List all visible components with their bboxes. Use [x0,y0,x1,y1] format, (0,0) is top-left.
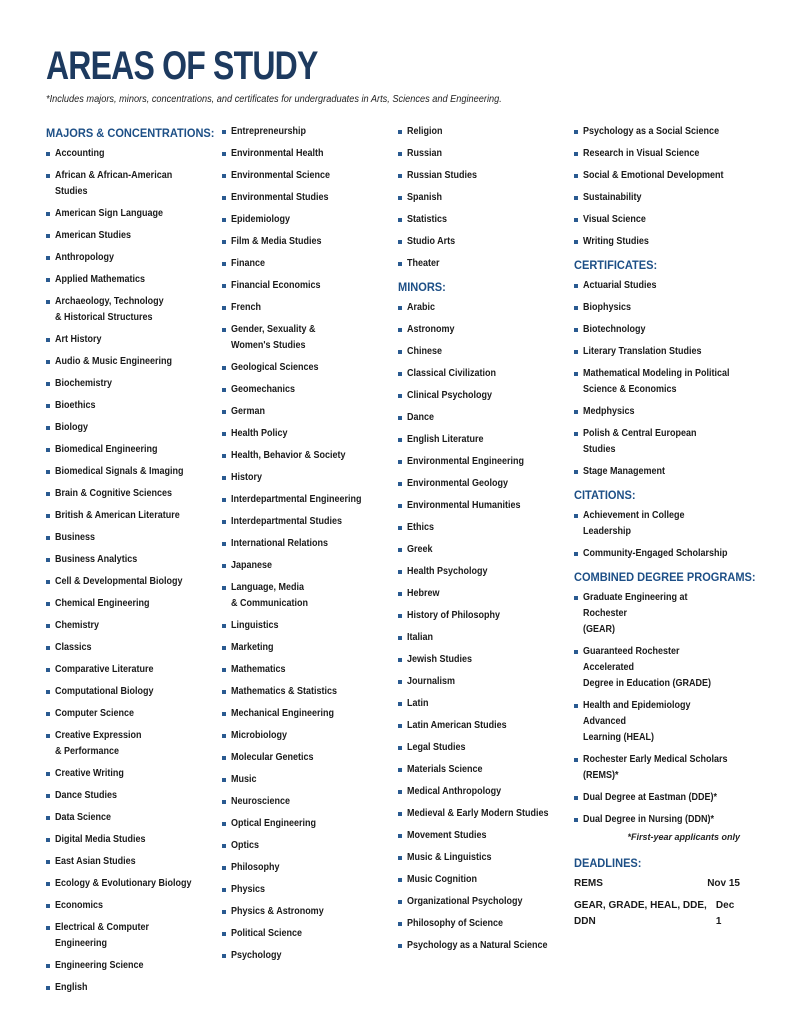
list-item [222,860,394,876]
deadline-date: Nov 15 [707,878,740,889]
list-item-label: American Studies [55,230,132,241]
list-item [398,124,570,140]
list-item-label: Actuarial Studies [583,280,657,291]
list-item [574,426,746,458]
list-item [398,212,570,228]
list-item-label: Physics [231,884,266,895]
list-item-label: English [55,982,88,993]
list-item [222,322,394,354]
list-item [46,684,218,700]
list-item [222,640,394,656]
list-item [574,234,746,250]
list-item [398,674,570,690]
list-item [574,464,746,480]
list-item [46,980,218,996]
list-item-label: Statistics [407,214,448,225]
list-item-label: Philosophy [231,862,280,873]
list-item-label: Japanese [231,560,273,571]
list-item-label: Molecular Genetics [231,752,314,763]
list-item [222,926,394,942]
list-item [46,574,218,590]
list-item [46,272,218,288]
list-item [46,398,218,414]
list-item [46,228,218,244]
list-item-label: Writing Studies [583,236,649,247]
list-item [222,382,394,398]
list-item [222,580,394,612]
list-item-label: Guaranteed Rochester Accelerated Degree in Education (GRADE) [583,646,712,689]
list-item-label: Medical Anthropology [407,786,502,797]
list-item [222,146,394,162]
list-item [222,948,394,964]
list-item-label: Philosophy of Science [407,918,504,929]
list-item-label: Clinical Psychology [407,390,493,401]
list-item-label: Stage Management [583,466,666,477]
list-item [574,366,746,398]
list-item [398,454,570,470]
list-item [46,898,218,914]
list-item [46,250,218,266]
list-item-label: Computational Biology [55,686,154,697]
list-item-label: Spanish [407,192,443,203]
list-item-label: Visual Science [583,214,646,225]
list-item [222,212,394,228]
list-item-label: Biomedical Engineering [55,444,158,455]
list-item [46,442,218,458]
list-item [46,146,218,162]
list-item [398,630,570,646]
list-item-label: Digital Media Studies [55,834,146,845]
list-item-label: Mathematics [231,664,286,675]
list-item [222,838,394,854]
list-item [574,546,746,562]
list-item-label: Environmental Health [231,148,324,159]
list-item [46,958,218,974]
list-item [222,234,394,250]
list-item [398,256,570,272]
list-item [398,190,570,206]
list-item-label: Interdepartmental Studies [231,516,343,527]
list-item-label: Environmental Engineering [407,456,525,467]
certificates-list [574,278,746,480]
list-item-label: Art History [55,334,102,345]
list-item-label: Cell & Developmental Biology [55,576,183,587]
list-item [574,190,746,206]
column-2 [222,124,394,970]
list-item-label: Film & Media Studies [231,236,322,247]
list-item [574,124,746,140]
list-item [222,536,394,552]
deadline-label: GEAR, GRADE, HEAL, DDE, DDN [574,900,707,927]
list-item-label: Biotechnology [583,324,646,335]
list-item [398,234,570,250]
list-item-label: Creative Expression & Performance [55,730,142,757]
list-item-label: Journalism [407,676,456,687]
list-item-label: Biochemistry [55,378,113,389]
list-item-label: Archaeology, Technology & Historical Structures [55,296,164,323]
list-item [398,740,570,756]
list-item-label: Jewish Studies [407,654,473,665]
citations-list [574,508,746,562]
list-item [574,752,746,784]
list-item-label: Biophysics [583,302,632,313]
list-item [574,322,746,338]
list-item-label: Data Science [55,812,112,823]
list-item [222,558,394,574]
combined-degree-heading: COMBINED DEGREE PROGRAMS: [574,570,756,584]
list-item [574,698,746,746]
list-item [398,322,570,338]
list-item [222,750,394,766]
list-item [222,728,394,744]
deadline-date: Dec 1 [715,900,735,927]
list-item [574,344,746,360]
list-item [222,300,394,316]
list-item-label: Geomechanics [231,384,296,395]
list-item [222,684,394,700]
list-item [398,520,570,536]
list-item-label: Marketing [231,642,274,653]
list-item [398,410,570,426]
page-title: AREAS OF STUDY [46,44,318,88]
list-item [574,790,746,806]
list-item [398,168,570,184]
list-item [46,332,218,348]
minors-list [398,300,570,954]
list-item [46,766,218,782]
list-item-label: Economics [55,900,104,911]
list-item [222,448,394,464]
list-item-label: Literary Translation Studies [583,346,702,357]
list-item [46,168,218,200]
list-item-label: Astronomy [407,324,455,335]
list-item-label: Psychology as a Natural Science [407,940,548,951]
list-item-label: East Asian Studies [55,856,136,867]
list-item [398,652,570,668]
list-item [398,344,570,360]
list-item-label: Linguistics [231,620,279,631]
list-item-label: Optics [231,840,260,851]
list-item [398,850,570,866]
list-item-label: Latin [407,698,429,709]
list-item [574,278,746,294]
column-4 [574,124,756,936]
list-item-label: French [231,302,262,313]
list-item-label: Theater [407,258,440,269]
list-item [574,404,746,420]
list-item-label: Dual Degree at Eastman (DDE)* [583,792,718,803]
list-item [222,904,394,920]
combined-degree-list [574,590,746,828]
list-item-label: Materials Science [407,764,483,775]
list-item-label: Environmental Science [231,170,331,181]
list-item [398,608,570,624]
list-item [398,938,570,954]
list-item [46,876,218,892]
list-item [574,146,746,162]
majors-list-col2 [222,124,394,964]
list-item-label: Russian [407,148,443,159]
list-item-label: Movement Studies [407,830,487,841]
list-item-label: Medieval & Early Modern Studies [407,808,549,819]
list-item-label: Chemistry [55,620,100,631]
list-item [574,168,746,184]
deadline-row [574,876,740,892]
list-item [398,146,570,162]
list-item-label: Music & Linguistics [407,852,492,863]
list-item-label: Entrepreneurship [231,126,307,137]
list-item-label: Medphysics [583,406,635,417]
list-item-label: Music Cognition [407,874,478,885]
list-item [222,816,394,832]
list-item [222,360,394,376]
list-item-label: Environmental Humanities [407,500,521,511]
list-item [46,508,218,524]
list-item [222,882,394,898]
list-item-label: Psychology as a Social Science [583,126,720,137]
list-item [574,212,746,228]
list-item [46,206,218,222]
list-item-label: Health, Behavior & Society [231,450,346,461]
list-item-label: Language, Media & Communication [231,582,309,609]
list-item-label: Engineering Science [55,960,144,971]
list-item-label: Computer Science [55,708,135,719]
list-item-label: Biomedical Signals & Imaging [55,466,184,477]
list-item [398,564,570,580]
list-item-label: Chemical Engineering [55,598,150,609]
list-item [222,514,394,530]
list-item-label: Polish & Central European Studies [583,428,697,455]
list-item [574,812,746,828]
list-item [398,498,570,514]
list-item-label: Applied Mathematics [55,274,146,285]
list-item-label: Gender, Sexuality & Women's Studies [231,324,316,351]
list-item [398,806,570,822]
list-item [46,810,218,826]
list-item-label: Health Policy [231,428,288,439]
list-item [398,476,570,492]
list-item [398,300,570,316]
list-item [398,388,570,404]
list-item-label: Microbiology [231,730,288,741]
list-item [222,772,394,788]
list-item [46,420,218,436]
list-item [222,278,394,294]
list-item-label: African & African-American Studies [55,170,173,197]
list-item [222,124,394,140]
list-item [222,662,394,678]
list-item-label: Mechanical Engineering [231,708,335,719]
list-item [222,618,394,634]
list-item-label: Geological Sciences [231,362,319,373]
list-item-label: Optical Engineering [231,818,317,829]
list-item-label: Arabic [407,302,436,313]
page-subtitle: *Includes majors, minors, concentrations, and certificates for undergraduates in Arts, Sciences and Engineering. [46,94,502,105]
list-item-label: Religion [407,126,443,137]
list-item-label: Research in Visual Science [583,148,700,159]
list-item [398,762,570,778]
list-item-label: Graduate Engineering at Rochester (GEAR) [583,592,688,635]
column-3 [398,124,570,960]
list-item-label: Environmental Studies [231,192,329,203]
certificates-heading: CERTIFICATES: [574,258,658,272]
list-item-label: Dance Studies [55,790,118,801]
deadline-label: REMS [574,878,603,889]
list-item-label: Music [231,774,257,785]
list-item [222,190,394,206]
list-item-label: Italian [407,632,434,643]
list-item [46,530,218,546]
list-item-label: German [231,406,266,417]
list-item-label: Epidemiology [231,214,291,225]
list-item [222,470,394,486]
majors-list-col1 [46,146,218,996]
list-item [46,920,218,952]
list-item-label: Bioethics [55,400,96,411]
list-item [222,168,394,184]
list-item-label: Comparative Literature [55,664,154,675]
list-item [398,784,570,800]
list-item [46,596,218,612]
list-item-label: Anthropology [55,252,114,263]
list-item-label: Financial Economics [231,280,321,291]
list-item-label: History of Philosophy [407,610,501,621]
list-item-label: Russian Studies [407,170,478,181]
list-item [46,832,218,848]
list-item [46,706,218,722]
list-item [46,464,218,480]
list-item-label: Dual Degree in Nursing (DDN)* [583,814,715,825]
list-item-label: Studio Arts [407,236,456,247]
list-item-label: Social & Emotional Development [583,170,724,181]
list-item-label: Biology [55,422,89,433]
list-item [574,644,746,692]
list-item-label: British & American Literature [55,510,180,521]
list-item-label: Community-Engaged Scholarship [583,548,728,559]
list-item [46,854,218,870]
list-item-label: Business Analytics [55,554,138,565]
list-item-label: Political Science [231,928,303,939]
list-item [46,294,218,326]
list-item-label: Ethics [407,522,435,533]
deadline-row [574,898,740,930]
list-item-label: Mathematical Modeling in Political Science & Economics [583,368,730,395]
list-item [398,542,570,558]
first-year-note: *First-year applicants only [627,832,740,842]
list-item [574,590,746,638]
list-item [46,728,218,760]
list-item [46,354,218,370]
list-item-label: International Relations [231,538,329,549]
list-item [46,640,218,656]
list-item-label: American Sign Language [55,208,164,219]
list-item [398,718,570,734]
list-item-label: Mathematics & Statistics [231,686,338,697]
list-item-label: Business [55,532,96,543]
list-item-label: Audio & Music Engineering [55,356,173,367]
list-item [398,432,570,448]
list-item [46,376,218,392]
citations-heading: CITATIONS: [574,488,636,502]
list-item [398,894,570,910]
list-item-label: Organizational Psychology [407,896,523,907]
list-item-label: Sustainability [583,192,642,203]
list-item-label: Legal Studies [407,742,466,753]
list-item-label: Achievement in College Leadership [583,510,685,537]
list-item [222,492,394,508]
list-item-label: Environmental Geology [407,478,509,489]
list-item [46,552,218,568]
list-item [398,366,570,382]
list-item-label: Accounting [55,148,105,159]
list-item-label: Finance [231,258,266,269]
list-item [222,794,394,810]
list-item [222,404,394,420]
minors-heading: MINORS: [398,280,446,294]
list-item [222,426,394,442]
list-item-label: Brain & Cognitive Sciences [55,488,173,499]
list-item-label: Physics & Astronomy [231,906,324,917]
list-item-label: Neuroscience [231,796,291,807]
list-item-label: Hebrew [407,588,440,599]
list-item-label: Chinese [407,346,443,357]
list-item [398,828,570,844]
list-item-label: Rochester Early Medical Scholars (REMS)* [583,754,728,781]
majors-heading: MAJORS & CONCENTRATIONS: [46,126,215,140]
deadlines-table [574,876,746,930]
list-item [398,872,570,888]
list-item-label: Interdepartmental Engineering [231,494,362,505]
list-item-label: Psychology [231,950,282,961]
list-item-label: English Literature [407,434,484,445]
list-item-label: Health and Epidemiology Advanced Learning (HEAL) [583,700,691,743]
list-item-label: Creative Writing [55,768,124,779]
list-item-label: Health Psychology [407,566,488,577]
list-item [46,788,218,804]
list-item [46,662,218,678]
list-item-label: Ecology & Evolutionary Biology [55,878,192,889]
list-item [46,618,218,634]
majors-list-col4 [574,124,746,250]
list-item-label: Electrical & Computer Engineering [55,922,150,949]
list-item [398,696,570,712]
list-item-label: History [231,472,263,483]
list-item-label: Classical Civilization [407,368,497,379]
majors-list-col3 [398,124,570,272]
list-item [398,916,570,932]
list-item-label: Dance [407,412,435,423]
list-item [574,300,746,316]
list-item [398,586,570,602]
column-1 [46,124,218,1002]
list-item [46,486,218,502]
list-item [574,508,746,540]
list-item [222,706,394,722]
list-item-label: Greek [407,544,433,555]
list-item-label: Classics [55,642,92,653]
deadlines-heading: DEADLINES: [574,856,642,870]
list-item-label: Latin American Studies [407,720,507,731]
list-item [222,256,394,272]
